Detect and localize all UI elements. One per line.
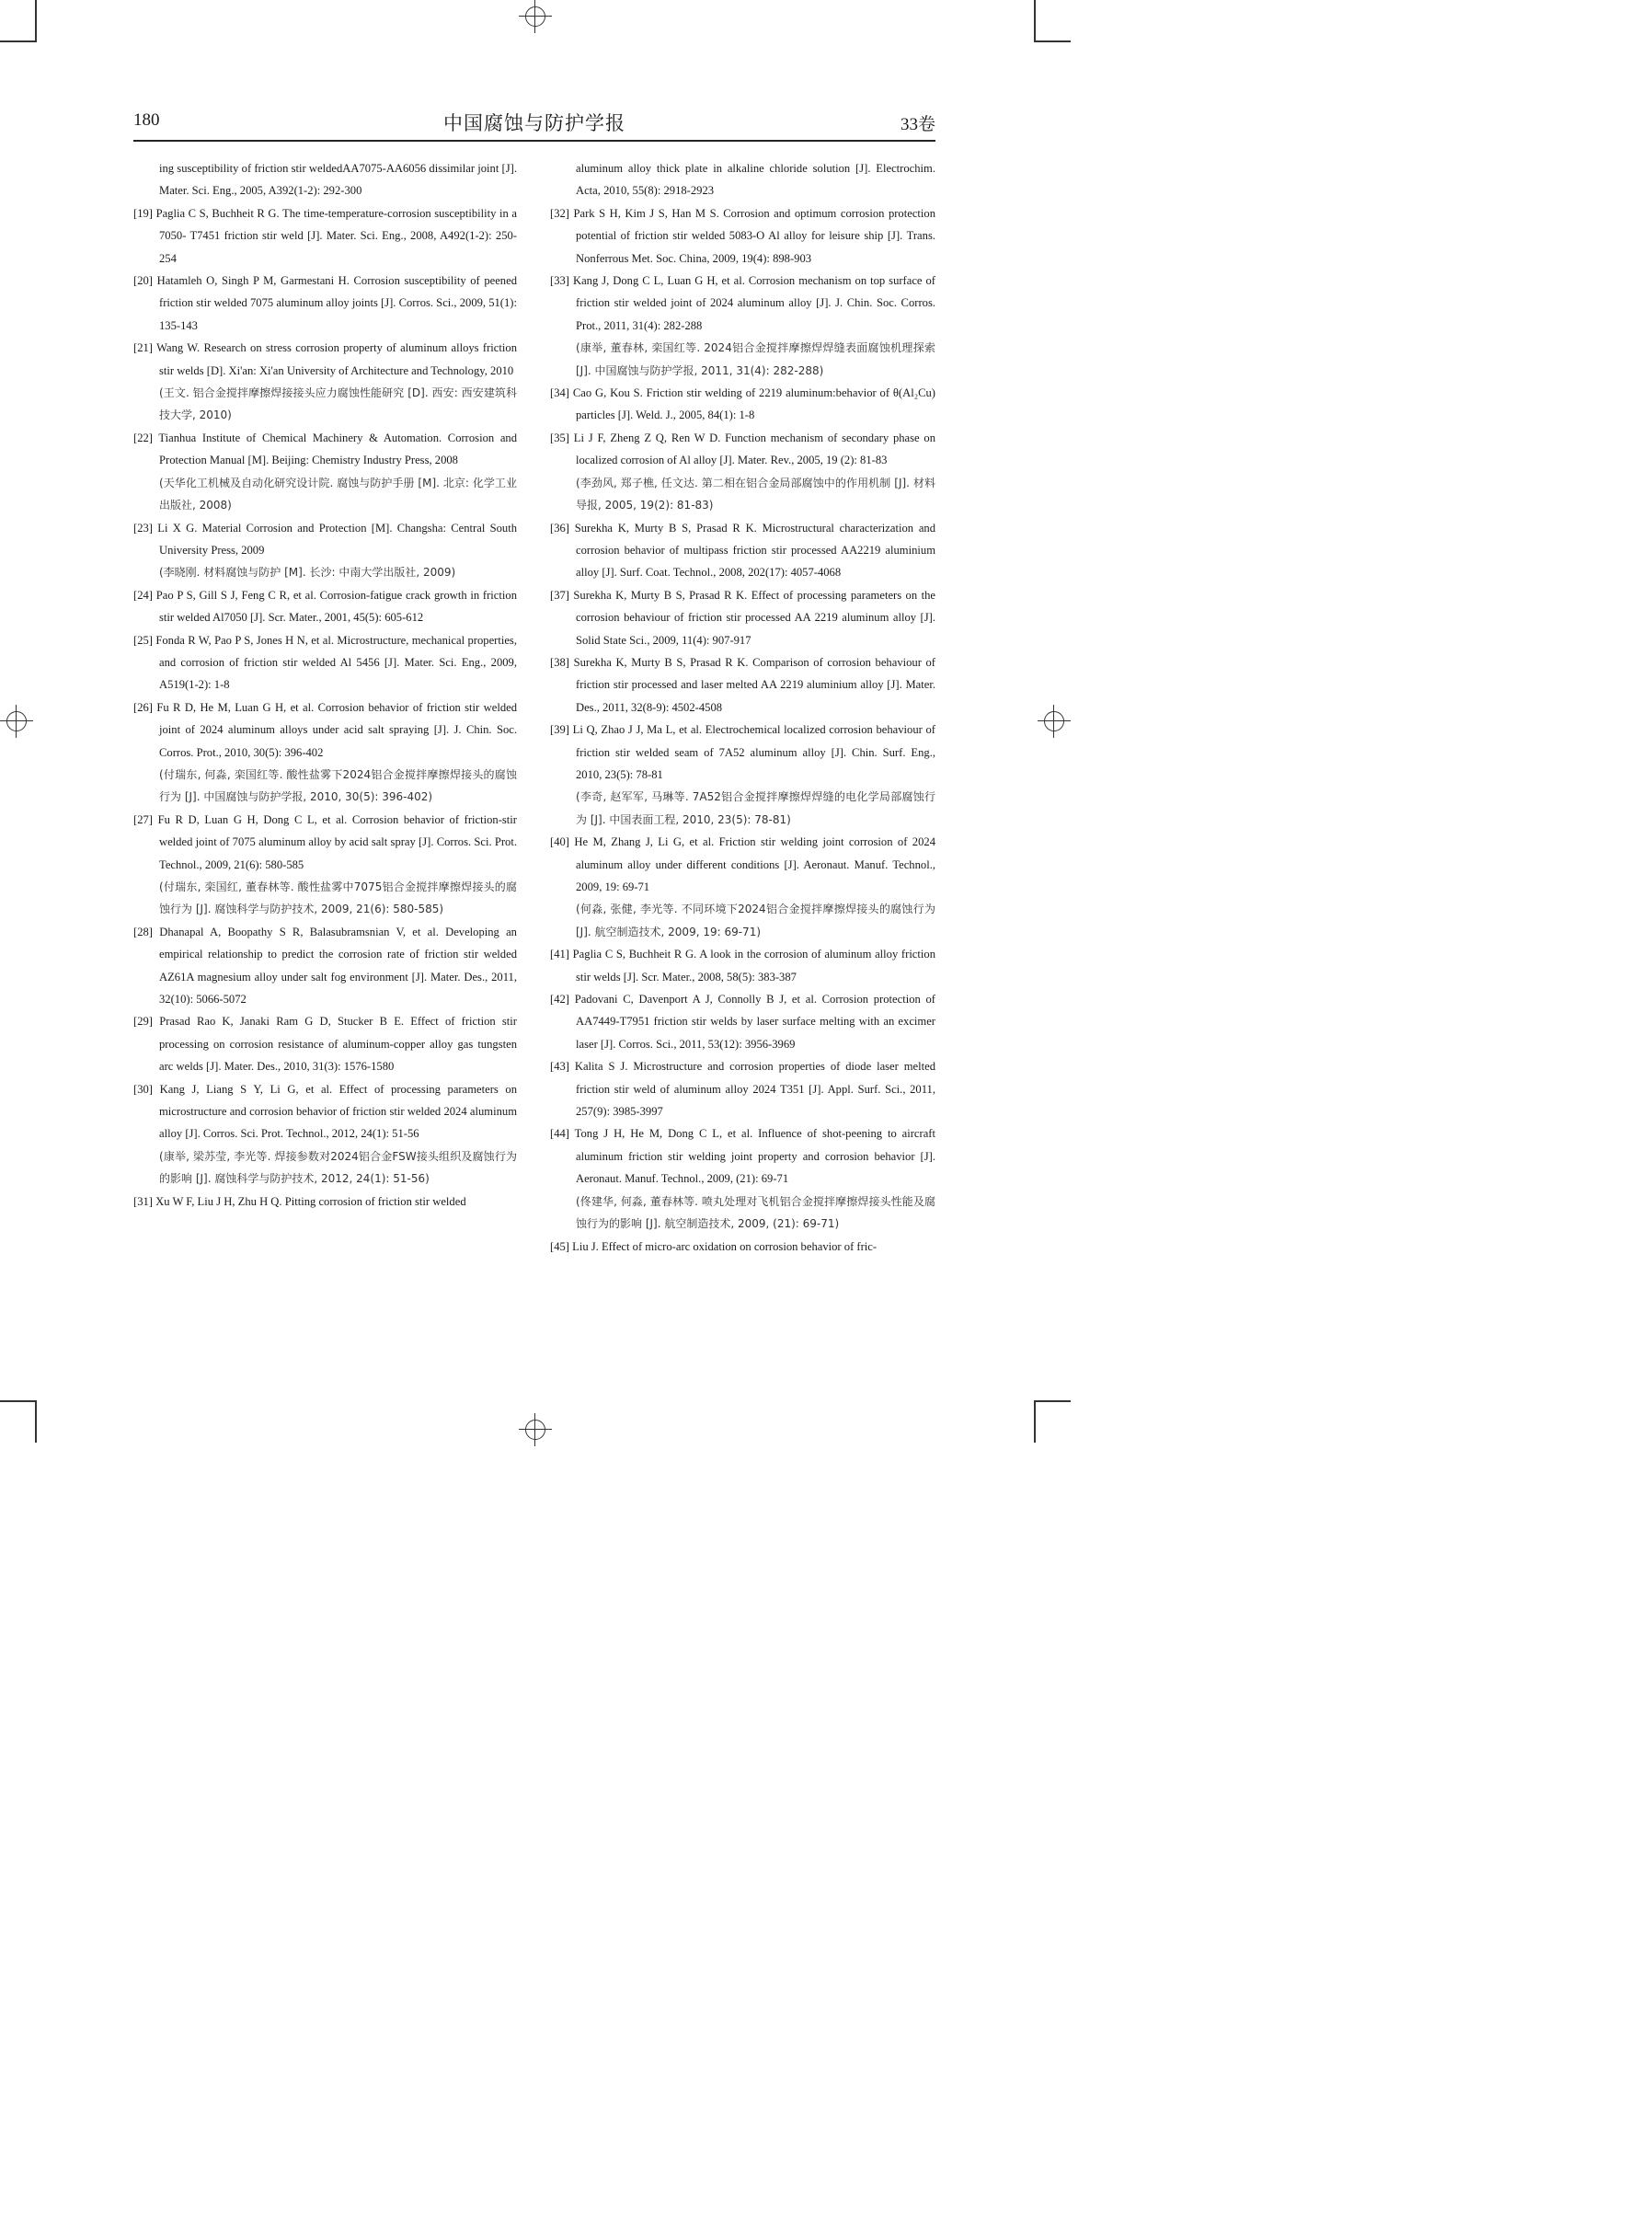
reference-text	[550, 157, 935, 202]
reference-text	[133, 696, 517, 764]
crop-mark	[1034, 0, 1036, 42]
reference-number: [35]	[550, 431, 569, 444]
reference-text	[550, 1122, 935, 1190]
reference-citation: Kalita S J. Microstructure and corrosion properties of diode laser melted friction stir weld of aluminum alloy 2024 T351 [J]. Appl. Surf. Sci., 2011, 257(9): 3985-3997	[574, 1060, 935, 1119]
reference-text	[133, 809, 517, 876]
reference-entry	[550, 719, 935, 831]
reference-entry	[133, 696, 517, 809]
reference-text	[133, 1010, 517, 1077]
reference-text	[133, 629, 517, 696]
references-left-column	[133, 157, 517, 1213]
reference-chinese-translation: (付瑞东, 何淼, 栾国红等. 酸性盐雾下2024铝合金搅拌摩擦焊接头的腐蚀行为 [J]. 中国腐蚀与防护学报, 2010, 30(5): 396-402)	[159, 767, 517, 804]
reference-number: [21]	[133, 341, 153, 355]
reference-citation: Park S H, Kim J S, Han M S. Corrosion and optimum corrosion protection potential of friction stir welded 5083-O Al alloy for leisure ship [J]. Trans. Nonferrous Met. Soc. China, 2009, 19(4): 898-903	[573, 206, 936, 265]
reference-text	[133, 1078, 517, 1145]
reference-chinese-translation: (康举, 董春林, 栾国红等. 2024铝合金搅拌摩擦焊焊缝表面腐蚀机理探索 [J]. 中国腐蚀与防护学报, 2011, 31(4): 282-288)	[576, 341, 935, 377]
reference-number: [41]	[550, 948, 569, 961]
reference-number: [20]	[133, 274, 153, 288]
reference-entry	[133, 921, 517, 1011]
reference-citation: Fu R D, He M, Luan G H, et al. Corrosion behavior of friction stir welded joint of 2024 aluminum alloys under acid salt spraying [J]. J. Chin. Soc. Corros. Prot., 2010, 30(5): 396-402	[156, 700, 517, 759]
reference-citation: Liu J. Effect of micro-arc oxidation on corrosion behavior of fric-	[572, 1239, 878, 1253]
reference-text	[133, 1191, 517, 1213]
reference-text	[133, 517, 517, 562]
reference-text	[133, 337, 517, 382]
reference-number: [19]	[133, 206, 153, 220]
crop-mark	[0, 1400, 35, 1402]
reference-entry	[550, 202, 935, 270]
reference-citation: Fu R D, Luan G H, Dong C L, et al. Corrosion behavior of friction-stir welded joint of 7075 aluminum alloy by acid salt spray [J]. Corros. Sci. Prot. Technol., 2009, 21(6): 580-585	[157, 812, 517, 871]
reference-citation: Surekha K, Murty B S, Prasad R K. Comparison of corrosion behaviour of friction stir processed and laser melted AA 2219 aluminium alloy [J]. Mater. Des., 2011, 32(8-9): 4502-4508	[573, 655, 935, 714]
reference-chinese-translation: (李晓刚. 材料腐蚀与防护 [M]. 长沙: 中南大学出版社, 2009)	[159, 566, 456, 580]
reference-text	[133, 202, 517, 270]
reference-citation: Kang J, Liang S Y, Li G, et al. Effect of processing parameters on microstructure and corrosion behavior of friction stir welded 2024 aluminum alloy [J]. Corros. Sci. Prot. Technol., 2012, 24(1): 51-56	[159, 1082, 517, 1141]
registration-mark-icon	[519, 1413, 552, 1446]
reference-citation: Tianhua Institute of Chemical Machinery & Automation. Corrosion and Protection Manual [M]. Beijing: Chemistry Industry Press, 2008	[158, 431, 518, 467]
reference-citation: ing susceptibility of friction stir weldedAA7075-AA6056 dissimilar joint [J]. Mater. Sci. Eng., 2005, A392(1-2): 292-300	[159, 162, 517, 198]
reference-citation: Surekha K, Murty B S, Prasad R K. Microstructural characterization and corrosion behavior of multipass friction stir processed AA2219 aluminium alloy [J]. Surf. Coat. Technol., 2008, 202(17): 4057-4068	[574, 521, 936, 580]
reference-text	[550, 651, 935, 719]
reference-entry	[133, 270, 517, 337]
reference-text	[133, 157, 517, 202]
reference-number: [24]	[133, 588, 153, 602]
reference-entry	[550, 651, 935, 719]
reference-citation: Prasad Rao K, Janaki Ram G D, Stucker B E. Effect of friction stir processing on corrosion resistance of aluminum-copper alloy gas tungsten arc welds [J]. Mater. Des., 2010, 31(3): 1576-1580	[159, 1015, 517, 1074]
reference-entry	[133, 1010, 517, 1077]
reference-entry	[550, 988, 935, 1055]
reference-entry	[550, 427, 935, 517]
reference-chinese-translation: (付瑞东, 栾国红, 董春林等. 酸性盐雾中7075铝合金搅拌摩擦焊接头的腐蚀行为 [J]. 腐蚀科学与防护技术, 2009, 21(6): 580-585)	[159, 880, 517, 916]
header-rule	[133, 140, 935, 142]
reference-entry	[133, 584, 517, 629]
registration-mark-icon	[1038, 705, 1071, 738]
reference-number: [36]	[550, 521, 569, 535]
reference-number: [32]	[550, 206, 569, 220]
reference-entry	[550, 270, 935, 382]
reference-chinese-translation: (李奇, 赵军军, 马琳等. 7A52铝合金搅拌摩擦焊焊缝的电化学局部腐蚀行为 [J]. 中国表面工程, 2010, 23(5): 78-81)	[576, 790, 935, 826]
reference-citation: Wang W. Research on stress corrosion property of aluminum alloys friction stir welds [D]. Xi'an: Xi'an University of Architecture and Technology, 2010	[156, 341, 517, 377]
reference-number: [23]	[133, 521, 153, 535]
reference-text	[133, 427, 517, 472]
reference-citation: Tong J H, He M, Dong C L, et al. Influence of shot-peening to aircraft aluminum friction stir welding joint property and corrosion behavior [J]. Aeronaut. Manuf. Technol., 2009, (21): 69-71	[574, 1127, 936, 1186]
crop-mark	[1036, 40, 1071, 42]
running-header	[133, 109, 935, 136]
reference-text	[550, 427, 935, 472]
reference-entry	[550, 1055, 935, 1122]
reference-number: [44]	[550, 1127, 569, 1141]
crop-mark	[0, 40, 35, 42]
reference-citation: Cao G, Kou S. Friction stir welding of 2219 aluminum:behavior of θ(Al₂Cu) particles [J]. Weld. J., 2005, 84(1): 1-8	[572, 386, 935, 422]
reference-citation: Li X G. Material Corrosion and Protection [M]. Changsha: Central South University Press, 2009	[157, 521, 518, 557]
reference-number: [39]	[550, 723, 569, 737]
reference-citation: Li Q, Zhao J J, Ma L, et al. Electrochemical localized corrosion behaviour of friction stir welded seam of 7A52 aluminum alloy [J]. Chin. Surf. Eng., 2010, 23(5): 78-81	[572, 723, 935, 781]
reference-citation: aluminum alloy thick plate in alkaline chloride solution [J]. Electrochim. Acta, 2010, 55(8): 2918-2923	[576, 162, 935, 198]
reference-text	[550, 270, 935, 337]
reference-number: [22]	[133, 431, 153, 444]
reference-number: [26]	[133, 700, 153, 714]
reference-text	[550, 831, 935, 898]
reference-number: [30]	[133, 1082, 153, 1096]
references-right-column	[550, 157, 935, 1258]
reference-entry	[133, 809, 517, 921]
journal-title: 中国腐蚀与防护学报	[443, 112, 625, 134]
crop-mark	[1036, 1400, 1071, 1402]
reference-entry	[133, 517, 517, 584]
reference-entry	[133, 157, 517, 202]
reference-citation: Pao P S, Gill S J, Feng C R, et al. Corrosion-fatigue crack growth in friction stir welded Al7050 [J]. Scr. Mater., 2001, 45(5): 605-612	[155, 588, 517, 625]
reference-text	[550, 382, 935, 427]
reference-text	[550, 1236, 935, 1258]
crop-mark	[35, 1400, 37, 1443]
page-number: 180	[133, 110, 160, 130]
reference-entry	[550, 517, 935, 584]
reference-text	[550, 517, 935, 584]
reference-text	[133, 921, 517, 1011]
reference-entry	[550, 1236, 935, 1258]
reference-citation: Paglia C S, Buchheit R G. The time-temperature-corrosion susceptibility in a 7050- T7451 friction stir weld [J]. Mater. Sci. Eng., 2008, A492(1-2): 250-254	[155, 206, 517, 265]
crop-mark	[35, 0, 37, 42]
reference-number: [29]	[133, 1015, 153, 1029]
reference-citation: Li J F, Zheng Z Q, Ren W D. Function mechanism of secondary phase on localized corrosion of Al alloy [J]. Mater. Rev., 2005, 19 (2): 81-83	[573, 431, 936, 467]
reference-citation: Paglia C S, Buchheit R G. A look in the corrosion of aluminum alloy friction stir welds [J]. Scr. Mater., 2008, 58(5): 383-387	[572, 948, 935, 984]
reference-entry	[133, 1078, 517, 1191]
reference-number: [33]	[550, 274, 569, 288]
reference-citation: Surekha K, Murty B S, Prasad R K. Effect of processing parameters on the corrosion behaviour of friction stir processed AA 2219 aluminum alloy [J]. Solid State Sci., 2009, 11(4): 907-917	[573, 588, 935, 647]
reference-chinese-translation: (李劲风, 郑子樵, 任文达. 第二相在铝合金局部腐蚀中的作用机制 [J]. 材料导报, 2005, 19(2): 81-83)	[576, 476, 935, 512]
reference-entry	[133, 337, 517, 427]
reference-entry	[550, 584, 935, 651]
reference-text	[550, 943, 935, 988]
reference-citation: Kang J, Dong C L, Luan G H, et al. Corrosion mechanism on top surface of friction stir welded joint of 2024 aluminum alloy [J]. J. Chin. Soc. Corros. Prot., 2011, 31(4): 282-288	[572, 274, 935, 332]
reference-entry	[133, 427, 517, 517]
reference-number: [43]	[550, 1060, 569, 1074]
reference-number: [27]	[133, 812, 153, 826]
reference-number: [38]	[550, 655, 569, 669]
reference-entry	[550, 831, 935, 943]
reference-entry	[133, 202, 517, 270]
reference-chinese-translation: (佟建华, 何淼, 董春林等. 喷丸处理对飞机铝合金搅拌摩擦焊接头性能及腐蚀行为的影响 [J]. 航空制造技术, 2009, (21): 69-71)	[576, 1194, 935, 1231]
reference-number: [28]	[133, 925, 153, 938]
reference-number: [31]	[133, 1194, 153, 1208]
reference-chinese-translation: (康举, 梁苏莹, 李光等. 焊接参数对2024铝合金FSW接头组织及腐蚀行为的影响 [J]. 腐蚀科学与防护技术, 2012, 24(1): 51-56)	[159, 1149, 517, 1186]
reference-chinese-translation: (王文. 铝合金搅拌摩擦焊接接头应力腐蚀性能研究 [D]. 西安: 西安建筑科技大学, 2010)	[159, 386, 517, 422]
reference-chinese-translation: (天华化工机械及自动化研究设计院. 腐蚀与防护手册 [M]. 北京: 化学工业出版社, 2008)	[159, 476, 517, 512]
reference-citation: Padovani C, Davenport A J, Connolly B J, et al. Corrosion protection of AA7449-T7951 friction stir welds by laser surface melting with an excimer laser [J]. Corros. Sci., 2011, 53(12): 3956-3969	[574, 993, 935, 1051]
reference-entry	[133, 1191, 517, 1213]
reference-number: [34]	[550, 386, 569, 400]
reference-entry	[550, 1122, 935, 1235]
reference-entry	[550, 157, 935, 202]
crop-mark	[1034, 1400, 1036, 1443]
reference-chinese-translation: (何淼, 张健, 李光等. 不同环境下2024铝合金搅拌摩擦焊接头的腐蚀行为 [J]. 航空制造技术, 2009, 19: 69-71)	[576, 903, 935, 938]
reference-number: [25]	[133, 633, 153, 647]
volume-label: 33卷	[900, 115, 935, 134]
reference-text	[133, 270, 517, 337]
reference-citation: Dhanapal A, Boopathy S R, Balasubramsnian V, et al. Developing an empirical relationship to predict the corrosion rate of friction stir welded AZ61A magnesium alloy under salt fog environment [J]. Mater. Des., 2011, 32(10): 5066-5072	[159, 925, 517, 1007]
registration-mark-icon	[0, 705, 33, 738]
reference-citation: Hatamleh O, Singh P M, Garmestani H. Corrosion susceptibility of peened friction stir welded 7075 aluminum alloy joints [J]. Corros. Sci., 2009, 51(1): 135-143	[156, 274, 517, 332]
reference-number: [37]	[550, 588, 569, 602]
reference-entry	[550, 943, 935, 988]
reference-text	[133, 584, 517, 629]
reference-entry	[133, 629, 517, 696]
registration-mark-icon	[519, 0, 552, 33]
reference-entry	[550, 382, 935, 427]
reference-citation: Xu W F, Liu J H, Zhu H Q. Pitting corrosion of friction stir welded	[155, 1194, 466, 1208]
reference-number: [40]	[550, 835, 569, 849]
reference-text	[550, 584, 935, 651]
reference-citation: He M, Zhang J, Li G, et al. Friction stir welding joint corrosion of 2024 aluminum alloy under different conditions [J]. Aeronaut. Manuf. Technol., 2009, 19: 69-71	[574, 835, 935, 893]
reference-text	[550, 1055, 935, 1122]
reference-text	[550, 719, 935, 786]
reference-text	[550, 988, 935, 1055]
reference-number: [42]	[550, 993, 569, 1007]
reference-text	[550, 202, 935, 270]
reference-number: [45]	[550, 1239, 569, 1253]
reference-citation: Fonda R W, Pao P S, Jones H N, et al. Microstructure, mechanical properties, and corrosion of friction stir welded Al 5456 [J]. Mater. Sci. Eng., 2009, A519(1-2): 1-8	[155, 633, 517, 692]
